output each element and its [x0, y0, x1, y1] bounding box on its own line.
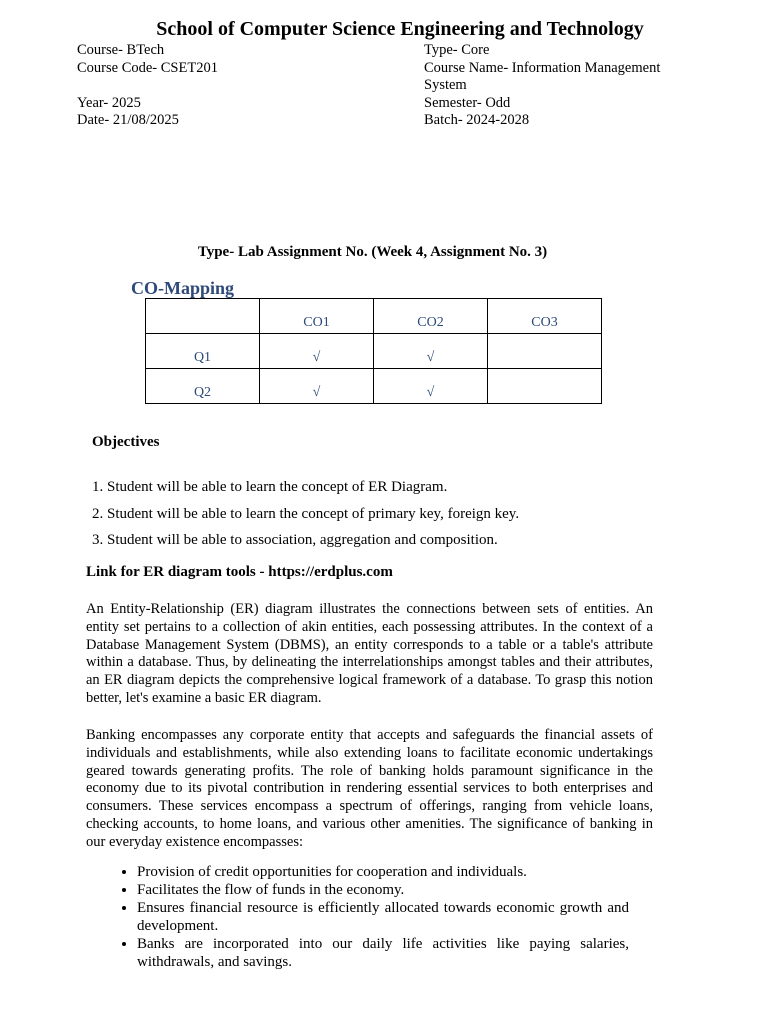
banking-paragraph: Banking encompasses any corporate entity that accepts and safeguards the financial assets of individuals and establishments, while also extending loans to facilitate economic undertakings geared towards generating profits. The role of banking holds paramount significance in the economy due to its pivotal contribution in rendering essential services to both enterprises and consumers. These services encompass a spectrum of offerings, ranging from vehicle loans, checking accounts, to home loans, and various other amenities. The significance of banking in our everyday existence encompasses:: [86, 727, 653, 850]
semester-label: Semester- Odd: [424, 94, 511, 111]
er-tool-link[interactable]: Link for ER diagram tools - https://erdplus.com: [86, 564, 393, 580]
objectives-list: [90, 478, 519, 558]
page-title: School of Computer Science Engineering and Technology: [156, 18, 644, 40]
list-item: 2. Student will be able to learn the concept of primary key, foreign key.: [107, 505, 519, 523]
course-info-left: [77, 42, 397, 130]
table-cell: CO1: [260, 299, 374, 334]
list-item: • Provision of credit opportunities for cooperation and individuals.: [137, 863, 629, 881]
table-cell: Q2: [146, 369, 260, 404]
table-header-row: [146, 299, 602, 334]
course-name-label: Course Name- Information Management System: [424, 59, 661, 93]
table-cell: CO2: [374, 299, 488, 334]
table-row: [146, 369, 602, 404]
banking-bullet-list: [108, 863, 629, 971]
list-item: • Facilitates the flow of funds in the economy.: [137, 881, 629, 899]
batch-label: Batch- 2024-2028: [424, 112, 530, 128]
table-cell: [488, 334, 602, 369]
table-cell: √: [260, 369, 374, 404]
course-info-right: [424, 42, 694, 130]
table-row: [146, 334, 602, 369]
er-diagram-paragraph: An Entity-Relationship (ER) diagram illustrates the connections between sets of entities. An entity set pertains to a collection of akin entities, each possessing attributes. In the context of a Database Management System (DBMS), an entity corresponds to a table or a table's attribute within a database. Thus, by delineating the interrelationships amongst tables and their attributes, an ER diagram depicts the comprehensive logical framework of a database. To grasp this notion better, let's examine a basic ER diagram.: [86, 601, 653, 706]
table-cell: CO3: [488, 299, 602, 334]
list-item: 1. Student will be able to learn the concept of ER Diagram.: [107, 478, 519, 496]
table-cell: [146, 299, 260, 334]
year-label: Year- 2025: [77, 94, 141, 111]
list-item: 3. Student will be able to association, aggregation and composition.: [107, 531, 519, 549]
table-cell: √: [374, 369, 488, 404]
list-item: • Banks are incorporated into our daily life activities like paying salaries, withdrawals, and savings.: [137, 935, 629, 971]
course-code-label: Course Code- CSET201: [77, 59, 218, 76]
assignment-title: Type- Lab Assignment No. (Week 4, Assignment No. 3): [197, 244, 548, 260]
course-label: Course- BTech: [77, 42, 165, 58]
table-cell: √: [374, 334, 488, 369]
table-cell: √: [260, 334, 374, 369]
objectives-heading: Objectives: [92, 434, 160, 450]
date-label: Date- 21/08/2025: [77, 112, 179, 128]
type-label: Type- Core: [424, 42, 490, 58]
table-cell: Q1: [146, 334, 260, 369]
co-mapping-table: [145, 298, 602, 404]
co-mapping-heading: CO-Mapping: [131, 278, 235, 298]
list-item: • Ensures financial resource is efficiently allocated towards economic growth and development.: [137, 899, 629, 935]
table-cell: [488, 369, 602, 404]
